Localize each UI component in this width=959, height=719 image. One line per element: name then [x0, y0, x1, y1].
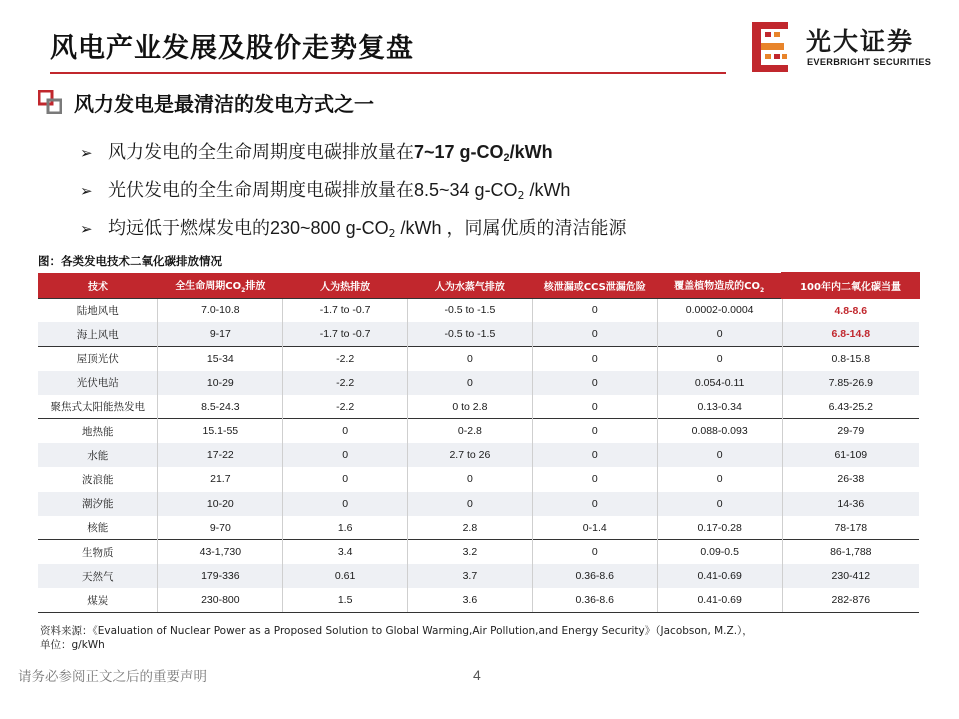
- cell-value: 2.8: [408, 516, 533, 540]
- bullet-item: [80, 214, 626, 252]
- cell-value: -0.5 to -1.5: [408, 322, 533, 346]
- bullet-item: [80, 176, 626, 214]
- cell-value: 0: [408, 346, 533, 370]
- cell-value: 0: [532, 540, 657, 564]
- logo-english-name: EVERBRIGHT SECURITIES: [807, 57, 932, 67]
- table-row-geothermal: [38, 419, 919, 443]
- cell-value: 0: [657, 346, 782, 370]
- bullet-unit: /kWh ，同属优质的清洁能源: [395, 218, 627, 238]
- cell-value: 0: [532, 322, 657, 346]
- bullet-subscript: 2: [517, 189, 525, 202]
- cell-value: 1.6: [283, 516, 408, 540]
- cell-value: 0: [408, 371, 533, 395]
- cell-value: 26-38: [782, 467, 919, 491]
- cell-value: 9-17: [158, 322, 283, 346]
- cell-value: 0-2.8: [408, 419, 533, 443]
- bullet-unit: /kWh: [524, 180, 571, 200]
- table-row-offshore-wind: [38, 322, 919, 346]
- cell-value: 0: [532, 492, 657, 516]
- arrow-bullet-icon: ➢: [80, 182, 93, 200]
- page-number: 4: [473, 667, 481, 683]
- arrow-bullet-icon: ➢: [80, 144, 93, 162]
- cell-value: 9-70: [158, 516, 283, 540]
- cell-value: 0.0002-0.0004: [657, 298, 782, 322]
- everbright-logo-icon: [752, 22, 790, 72]
- cell-value: 86-1,788: [782, 540, 919, 564]
- cell-value: 0.13-0.34: [657, 395, 782, 419]
- cell-value: 0: [283, 419, 408, 443]
- cell-technology: 屋顶光伏: [38, 346, 158, 370]
- bullet-text: 风力发电的全生命周期度电碳排放量在: [108, 142, 414, 162]
- cell-value: 0: [532, 467, 657, 491]
- cell-value: 0.36-8.6: [532, 564, 657, 588]
- bullet-value: 230~800 g-CO: [270, 218, 389, 238]
- cell-value: -1.7 to -0.7: [283, 298, 408, 322]
- bullet-unit: /kWh: [509, 142, 553, 162]
- bullet-value: 7~17 g-CO: [414, 142, 504, 162]
- cell-technology: 生物质: [38, 540, 158, 564]
- cell-value: 0: [657, 467, 782, 491]
- cell-technology: 天然气: [38, 564, 158, 588]
- cell-value: -2.2: [283, 395, 408, 419]
- table-row-coal: [38, 588, 919, 612]
- cell-value: 21.7: [158, 467, 283, 491]
- cell-technology: 水能: [38, 443, 158, 467]
- unit-line: 单位：g/kWh: [40, 639, 105, 651]
- cell-value: 0: [532, 419, 657, 443]
- cell-technology: 波浪能: [81, 473, 114, 486]
- cell-value: 0: [532, 371, 657, 395]
- cell-value: 282-876: [782, 588, 919, 612]
- table-row-natural-gas: [38, 564, 919, 588]
- cell-technology: 陆地风电: [38, 298, 158, 322]
- header-100yr: 100年内二氧化碳当量: [782, 273, 919, 298]
- cell-value: 10-29: [158, 371, 283, 395]
- bullet-value: 8.5~34 g-CO: [414, 180, 518, 200]
- cell-value: 29-79: [782, 419, 919, 443]
- source-line: 资料来源：《Evaluation of Nuclear Power as a Proposed Solution to Global Warming,Air Pollution,and Energy Security》（Jacobson, M.Z.），: [40, 625, 753, 637]
- cell-technology: 煤炭: [38, 588, 158, 612]
- cell-value: 0.41-0.69: [657, 564, 782, 588]
- table-header-row: [38, 273, 919, 298]
- cell-value: 43-1,730: [158, 540, 283, 564]
- cell-value: 179-336: [158, 564, 283, 588]
- cell-value: 15-34: [158, 346, 283, 370]
- table-row-rooftop-pv: [38, 346, 919, 370]
- cell-value: 230-800: [158, 588, 283, 612]
- cell-value: 0: [283, 443, 408, 467]
- cell-value: 0.088-0.093: [657, 419, 782, 443]
- cell-value: -2.2: [283, 371, 408, 395]
- cell-value: 7.85-26.9: [782, 371, 919, 395]
- section-bullet-icon: [38, 90, 62, 114]
- cell-value: 10-20: [158, 492, 283, 516]
- bullet-subscript: 2: [503, 152, 510, 164]
- cell-value: 0: [408, 467, 533, 491]
- cell-value: 78-178: [782, 516, 919, 540]
- cell-value: 0: [657, 443, 782, 467]
- source-note: [40, 624, 753, 652]
- cell-value: 3.2: [408, 540, 533, 564]
- table-row-hydro: [38, 443, 919, 467]
- cell-value: 61-109: [782, 443, 919, 467]
- cell-value: 0: [283, 467, 408, 491]
- cell-value: -1.7 to -0.7: [283, 322, 408, 346]
- cell-value: 0 to 2.8: [408, 395, 533, 419]
- cell-value: 3.6: [408, 588, 533, 612]
- company-logo: [752, 20, 942, 74]
- cell-value: 0.17-0.28: [657, 516, 782, 540]
- footer-disclaimer: 请务必参阅正文之后的重要声明: [18, 669, 207, 685]
- section-title: 风力发电是最清洁的发电方式之一: [74, 92, 374, 116]
- table-row-nuclear: [38, 516, 919, 540]
- bullet-list: [80, 138, 626, 252]
- header-leak: 核泄漏或CCS泄漏危险: [532, 273, 657, 298]
- cell-value: 0: [408, 492, 533, 516]
- page-title: 风电产业发展及股价走势复盘: [50, 33, 414, 64]
- emissions-table: [38, 272, 920, 613]
- bullet-text: 均远低于燃煤发电的: [108, 218, 270, 238]
- cell-value: 0: [532, 395, 657, 419]
- header-vapor: 人为水蒸气排放: [408, 273, 533, 298]
- cell-value: 0-1.4: [532, 516, 657, 540]
- cell-value: 6.8-14.8: [782, 322, 919, 346]
- cell-value: 0.8-15.8: [782, 346, 919, 370]
- cell-value: 1.5: [283, 588, 408, 612]
- logo-chinese-name: 光大证券: [806, 27, 915, 56]
- cell-value: 0: [532, 346, 657, 370]
- cell-value: 0: [532, 443, 657, 467]
- cell-technology: 核能: [87, 522, 109, 535]
- table-row-onshore-wind: [38, 298, 919, 322]
- table-row-biomass: [38, 540, 919, 564]
- table-row-tidal: [38, 492, 919, 516]
- cell-value: 0.61: [283, 564, 408, 588]
- bullet-item: [80, 138, 626, 176]
- cell-value: 0.09-0.5: [657, 540, 782, 564]
- cell-value: 3.4: [283, 540, 408, 564]
- cell-value: 0: [657, 322, 782, 346]
- cell-value: 0.054-0.11: [657, 371, 782, 395]
- table-row-wave: [38, 467, 919, 491]
- cell-value: 8.5-24.3: [158, 395, 283, 419]
- cell-technology: 光伏电站: [38, 371, 158, 395]
- cell-value: 4.8-8.6: [782, 298, 919, 322]
- cell-value: 6.43-25.2: [782, 395, 919, 419]
- cell-value: 17-22: [158, 443, 283, 467]
- cell-technology: 潮汐能: [38, 492, 158, 516]
- cell-value: -0.5 to -1.5: [408, 298, 533, 322]
- header-vegetation: 覆盖植物造成的$CO_2$: [657, 273, 782, 298]
- header-lifecycle: 全生命周期$CO_2$排放: [158, 273, 283, 298]
- cell-value: 14-36: [782, 492, 919, 516]
- cell-value: 2.7 to 26: [408, 443, 533, 467]
- cell-value: 230-412: [782, 564, 919, 588]
- cell-technology: 地热能: [38, 419, 158, 443]
- cell-value: 0: [532, 298, 657, 322]
- cell-value: 0.36-8.6: [532, 588, 657, 612]
- cell-value: 3.7: [408, 564, 533, 588]
- cell-technology: 聚焦式太阳能热发电: [50, 401, 145, 414]
- header-heat: 人为热排放: [283, 273, 408, 298]
- table-row-pv-plant: [38, 371, 919, 395]
- cell-value: 0.41-0.69: [657, 588, 782, 612]
- figure-caption: 图：各类发电技术二氧化碳排放情况: [38, 254, 222, 268]
- bullet-text: 光伏发电的全生命周期度电碳排放量在: [108, 180, 414, 200]
- cell-value: 15.1-55: [158, 419, 283, 443]
- arrow-bullet-icon: ➢: [80, 220, 93, 238]
- table-row-csp: [38, 395, 919, 419]
- cell-technology: 海上风电: [38, 322, 158, 346]
- title-divider: [50, 72, 726, 74]
- cell-value: 0: [283, 492, 408, 516]
- bullet-subscript: 2: [388, 227, 396, 240]
- cell-value: 0: [657, 492, 782, 516]
- header-tech: 技术: [38, 273, 158, 298]
- cell-value: 7.0-10.8: [158, 298, 283, 322]
- cell-value: -2.2: [283, 346, 408, 370]
